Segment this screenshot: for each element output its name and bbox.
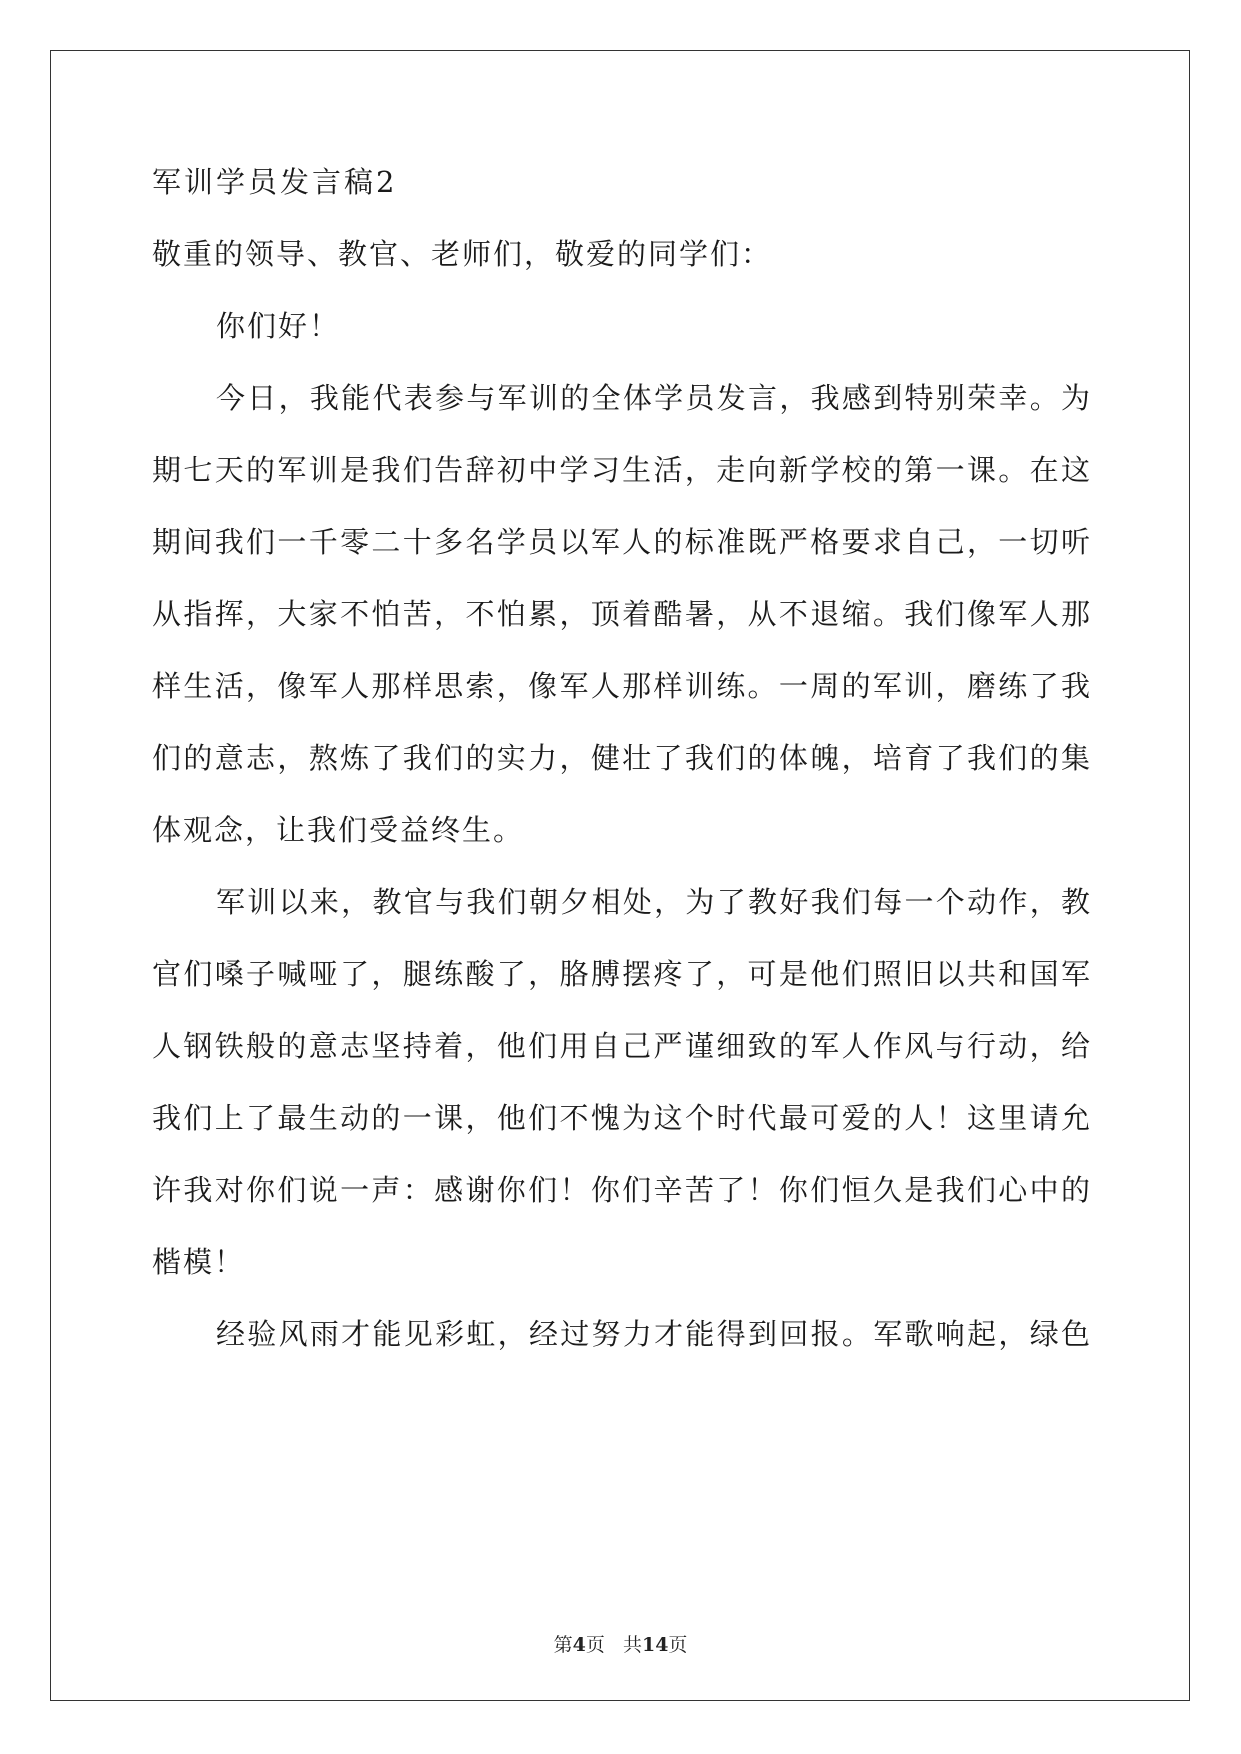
- paragraph-line: 样生活，像军人那样思索，像军人那样训练。一周的军训，磨练了我: [152, 669, 1092, 703]
- paragraph-line: 军训以来，教官与我们朝夕相处，为了教好我们每一个动作，教: [216, 885, 1092, 919]
- paragraph-line: 人钢铁般的意志坚持着，他们用自己严谨细致的军人作风与行动，给: [152, 1029, 1092, 1063]
- paragraph-line: 们的意志，熬炼了我们的实力，健壮了我们的体魄，培育了我们的集: [152, 741, 1092, 775]
- page-border: [50, 50, 1190, 1701]
- paragraph-line: 期间我们一千零二十多名学员以军人的标准既严格要求自己，一切听: [152, 525, 1092, 559]
- paragraph-line: 官们嗓子喊哑了，腿练酸了，胳膊摆疼了，可是他们照旧以共和国军: [152, 957, 1092, 991]
- paragraph-line: 体观念，让我们受益终生。: [152, 813, 525, 847]
- paragraph-line: 我们上了最生动的一课，他们不愧为这个时代最可爱的人！这里请允: [152, 1101, 1092, 1135]
- page-footer: [0, 1633, 1241, 1657]
- paragraph-line: 许我对你们说一声：感谢你们！你们辛苦了！你们恒久是我们心中的: [152, 1173, 1092, 1207]
- paragraph-line: 从指挥，大家不怕苦，不怕累，顶着酷暑，从不退缩。我们像军人那: [152, 597, 1092, 631]
- document-title: 军训学员发言稿2: [152, 165, 398, 199]
- footer-total-prefix: 共: [622, 1634, 642, 1656]
- total-page-count: 14: [641, 1634, 669, 1656]
- paragraph-line: 期七天的军训是我们告辞初中学习生活，走向新学校的第一课。在这: [152, 453, 1092, 487]
- paragraph-line: 经验风雨才能见彩虹，经过努力才能得到回报。军歌响起，绿色: [216, 1317, 1092, 1351]
- salutation: 敬重的领导、教官、老师们，敬爱的同学们：: [152, 237, 773, 271]
- footer-total-unit: 页: [668, 1634, 688, 1656]
- footer-page-unit: 页: [585, 1634, 605, 1656]
- paragraph-line: 楷模！: [152, 1245, 246, 1279]
- paragraph-line: 今日，我能代表参与军训的全体学员发言，我感到特别荣幸。为: [216, 381, 1092, 415]
- greeting: 你们好！: [216, 309, 341, 343]
- current-page-number: 4: [572, 1634, 586, 1656]
- footer-prefix: 第: [553, 1634, 573, 1656]
